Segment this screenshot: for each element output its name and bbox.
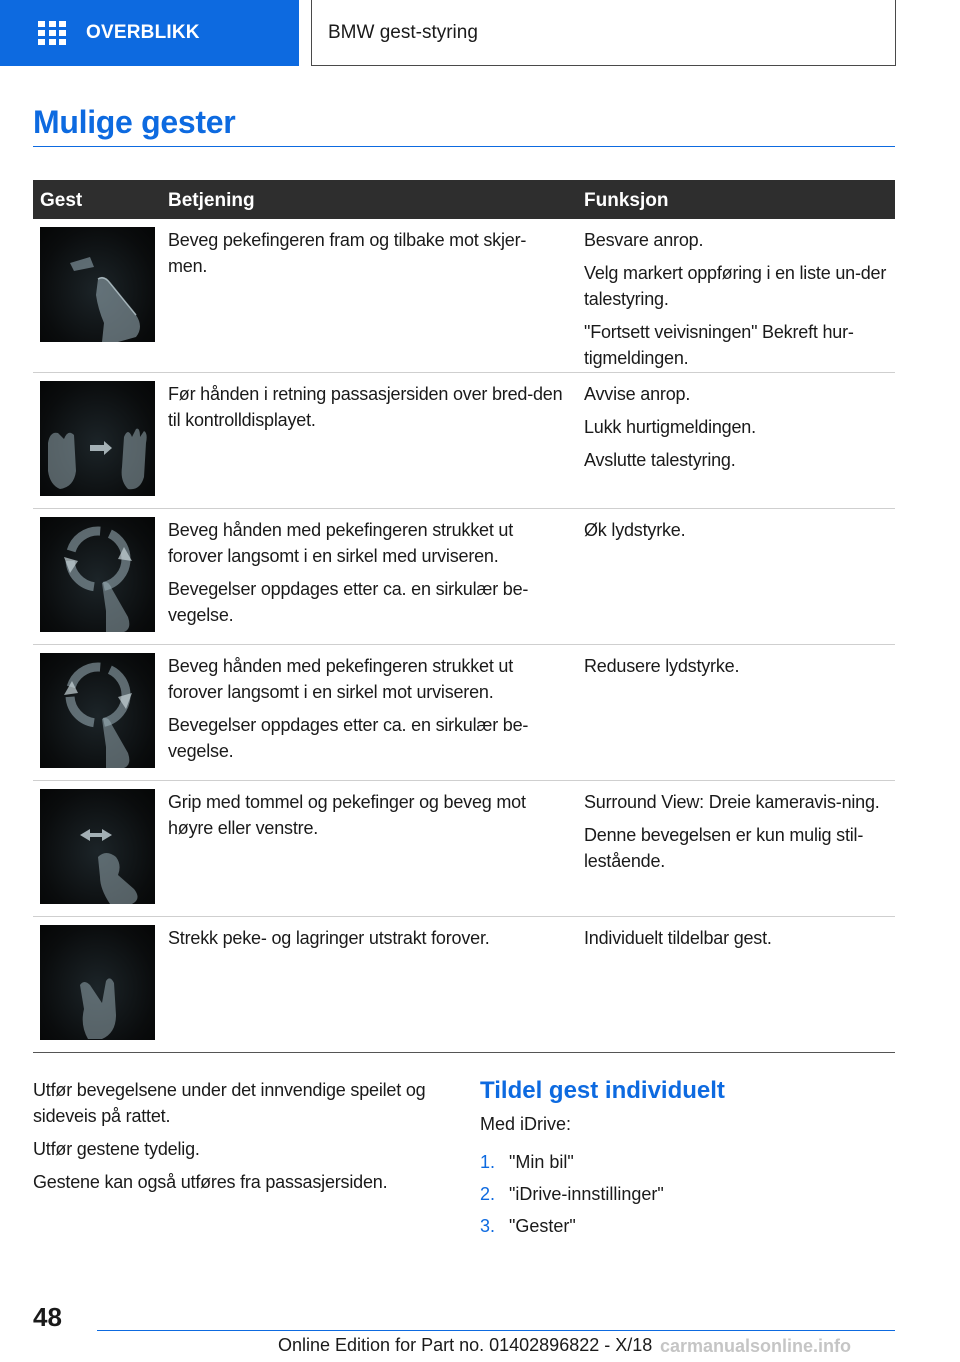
hand-swipe-sideways-icon [40,381,155,496]
gestures-table [33,180,895,1053]
step-number: 3. [480,1216,496,1236]
section-header [311,0,896,66]
funksjon-cell: Individuelt tildelbar gest. [584,928,772,948]
funksjon-cell: Øk lydstyrke. [584,520,686,540]
grid-menu-icon [38,21,66,45]
section-header-title: BMW gest-styring [328,21,478,43]
table-header [33,180,895,219]
betjening-cell: Før hånden i retning passasjersiden over bred-den til kontrolldisplayet. [168,384,563,430]
overview-tab-label: OVERBLIKK [86,22,200,43]
funksjon-cell: Avvise anrop. Lukk hurtigmeldingen. Avslutte talestyring. [584,384,756,470]
two-finger-point-icon [40,925,155,1040]
table-row [33,645,895,781]
list-item [480,1184,664,1216]
page-title: Mulige gester [33,104,236,140]
step-number: 1. [480,1152,496,1172]
finger-circle-counterclockwise-icon [40,653,155,768]
step-text: "Min bil" [509,1152,574,1172]
column-header-betjening: Betjening [168,190,255,211]
finger-circle-clockwise-icon [40,517,155,632]
betjening-cell: Strekk peke- og lagringer utstrakt forover. [168,928,490,948]
page-number: 48 [33,1302,62,1332]
footer-edition: Online Edition for Part no. 01402896822 - X/18 [278,1335,653,1355]
usage-notes: Utfør bevegelsene under det innvendige speilet og sideveis på rattet. Utfør gestene tydelig. Gestene kan også utføres fra passasjersiden. [33,1080,426,1192]
table-row [33,373,895,509]
column-header-gest: Gest [40,190,83,211]
section-title: Tildel gest individuelt [480,1077,725,1104]
list-item [480,1216,664,1248]
step-text: "Gester" [509,1216,576,1236]
table-row [33,917,895,1053]
pinch-grip-move-icon [40,789,155,904]
betjening-cell: Beveg pekefingeren fram og tilbake mot skjer-men. [168,230,527,276]
table-row [33,781,895,917]
title-divider [33,146,895,147]
step-text: "iDrive-innstillinger" [509,1184,664,1204]
finger-tap-forward-back-icon [40,227,155,342]
funksjon-cell: Redusere lydstyrke. [584,656,740,676]
funksjon-cell: Surround View: Dreie kameravis-ning. Denne bevegelsen er kun mulig stil-lestående. [584,792,880,871]
steps-list [480,1152,664,1248]
table-row [33,509,895,645]
section-intro: Med iDrive: [480,1114,572,1134]
footer-divider [97,1330,895,1331]
table-row [33,219,895,373]
step-number: 2. [480,1184,496,1204]
betjening-cell: Grip med tommel og pekefinger og beveg mot høyre eller venstre. [168,792,526,838]
list-item [480,1152,664,1184]
column-header-funksjon: Funksjon [584,190,669,211]
betjening-cell: Beveg hånden med pekefingeren strukket ut forover langsomt i en sirkel med urviseren. Bevegelser oppdages etter ca. en sirkulær be-vegelse. [168,520,529,625]
watermark: carmanualsonline.info [660,1336,852,1356]
overview-tab[interactable] [0,0,299,66]
betjening-cell: Beveg hånden med pekefingeren strukket ut forover langsomt i en sirkel mot urviseren. Bevegelser oppdages etter ca. en sirkulær be-vegelse. [168,656,529,761]
funksjon-cell: Besvare anrop. Velg markert oppføring i en liste un-der talestyring. "Fortsett veivisningen" Bekreft hur-tigmeldingen. [584,230,887,368]
